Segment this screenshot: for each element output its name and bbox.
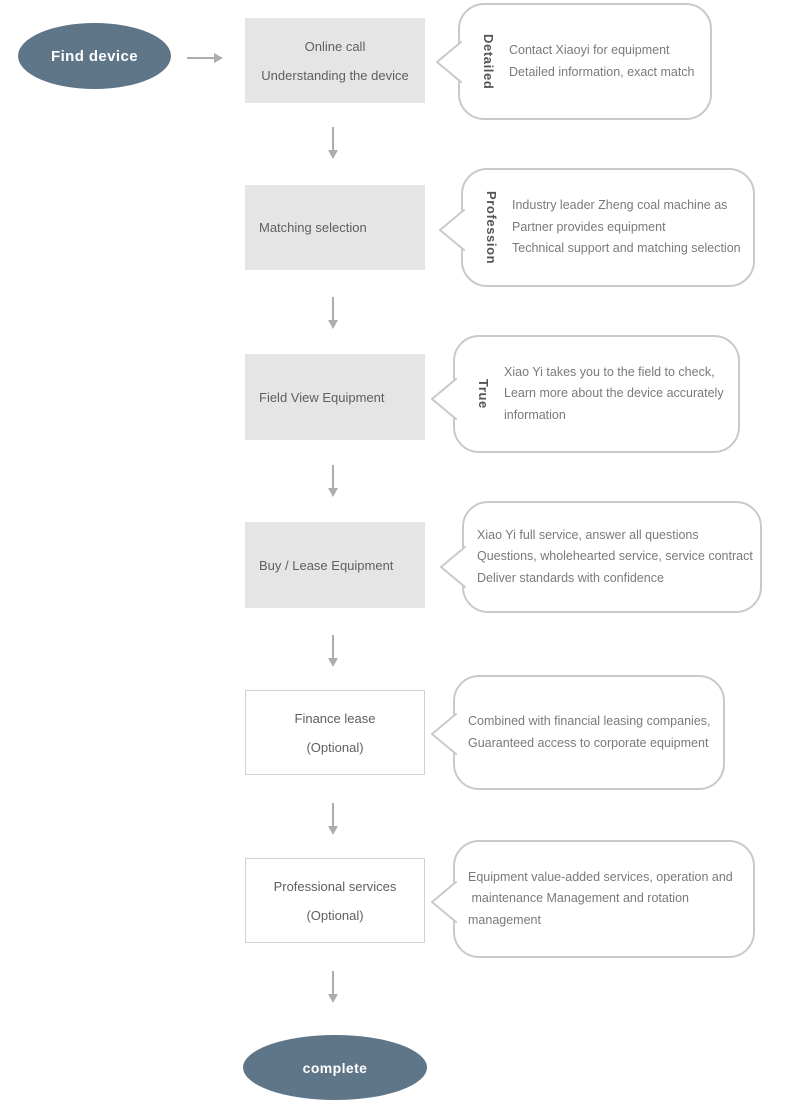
callout-bubble-value-added [453,840,755,958]
bubble-tail-icon [435,207,465,253]
arrow-down-icon [327,803,339,835]
arrow-down-icon [327,297,339,329]
step-box-line: Online call [304,38,366,54]
bubble-text: Xiao Yi full service, answer all questions Questions, wholehearted service, service contract Deliver standards with confidence [477,527,753,585]
step-box-matching-selection [245,185,425,270]
bubble-tail-icon [427,711,457,757]
step-box-line: Understanding the device [261,67,409,83]
start-node-label: Find device [51,47,138,65]
bubble-tag-label: Profession [484,190,499,265]
bubble-tail-icon [427,376,457,422]
step-box-finance-lease [245,690,425,775]
step-box-line: (Optional) [306,739,364,755]
arrow-right-icon [187,51,223,65]
bubble-text: Industry leader Zheng coal machine as Partner provides equipment Technical support and matching selection [512,198,741,256]
callout-bubble-detailed [458,3,712,120]
bubble-text: Equipment value-added services, operation and maintenance Management and rotation management [468,869,733,927]
end-node [243,1035,427,1100]
bubble-tag-label: Detailed [481,33,496,90]
callout-bubble-profession [461,168,755,287]
step-box-buy-lease [245,522,425,608]
bubble-tail-icon [427,879,457,925]
arrow-down-icon [327,971,339,1003]
bubble-text: Xiao Yi takes you to the field to check, Learn more about the device accurately information [504,364,724,422]
step-box-online-call [245,18,425,103]
bubble-text: Combined with financial leasing companies, Guaranteed access to corporate equipment [468,714,711,750]
bubble-text: Contact Xiaoyi for equipment Detailed information, exact match [509,43,695,79]
step-box-line: Buy / Lease Equipment [259,557,394,573]
callout-bubble-full-service [462,501,762,613]
step-box-line: Finance lease [294,710,376,726]
end-node-label: complete [302,1059,368,1076]
step-box-line: Matching selection [259,220,367,235]
start-node [18,23,171,89]
bubble-tag-label: True [476,379,491,409]
step-box-professional-services [245,858,425,943]
bubble-tail-icon [436,544,466,590]
step-box-line: Field View Equipment [259,389,385,405]
arrow-down-icon [327,127,339,159]
arrow-down-icon [327,465,339,497]
step-box-line: Professional services [273,878,397,894]
step-box-line: (Optional) [306,907,364,923]
step-box-field-view [245,354,425,440]
bubble-tail-icon [432,39,462,85]
callout-bubble-finance [453,675,725,790]
callout-bubble-true [453,335,740,453]
arrow-down-icon [327,635,339,667]
